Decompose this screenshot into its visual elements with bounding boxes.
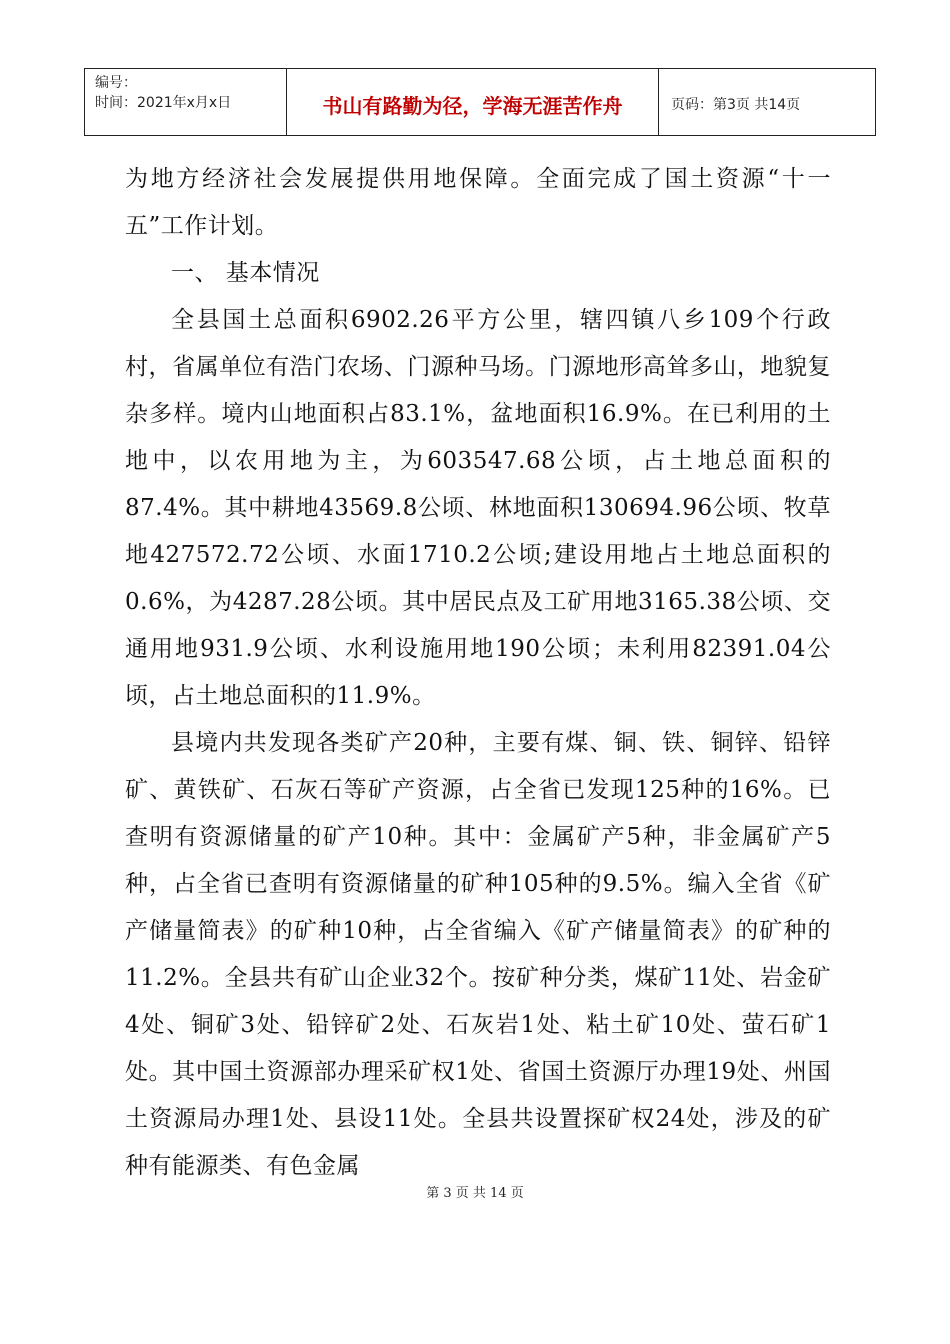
header-motto: 书山有路勤为径，学海无涯苦作舟 <box>287 69 659 135</box>
number-label: 编号： <box>95 75 137 91</box>
page-footer: 第 3 页 共 14 页 <box>426 1186 524 1201</box>
section-heading: 一、 基本情况 <box>171 260 320 286</box>
paragraph-continuation: 为地方经济社会发展提供用地保障。全面完成了国土资源“十一五”工作计划。 <box>125 166 831 239</box>
document-header <box>84 68 876 136</box>
document-body <box>125 156 831 1190</box>
paragraph-mineral-resources: 县境内共发现各类矿产20种，主要有煤、铜、铁、铜锌、铅锌矿、黄铁矿、石灰石等矿产资源，占全省已发现125种的16%。已查明有资源储量的矿产10种。其中：金属矿产5种，非金属矿产5种，占全省已查明有资源储量的矿种105种的9.5%。编入全省《矿产储量简表》的矿种10种，占全省编入《矿产储量简表》的矿种的11.2%。全县共有矿山企业32个。按矿种分类，煤矿11处、岩金矿4处、铜矿3处、铅锌矿2处、石灰岩1处、粘土矿10处、萤石矿1处。其中国土资源部办理采矿权1处、省国土资源厅办理19处、州国土资源局办理1处、县设11处。全县共设置探矿权24处，涉及的矿种有能源类、有色金属 <box>125 730 831 1179</box>
header-page-label: 页码：第3页 共14页 <box>671 97 801 113</box>
time-label: 时间：2021年x月x日 <box>95 95 232 111</box>
paragraph-land-overview: 全县国土总面积6902.26平方公里，辖四镇八乡109个行政村，省属单位有浩门农场、门源种马场。门源地形高耸多山，地貌复杂多样。境内山地面积占83.1%，盆地面积16.9%。在已利用的土地中，以农用地为主，为603547.68公顷，占土地总面积的87.4%。其中耕地43569.8公顷、林地面积130694.96公顷、牧草地427572.72公顷、水面1710.2公顷;建设用地占土地总面积的0.6%，为4287.28公顷。其中居民点及工矿用地3165.38公顷、交通用地931.9公顷、水利设施用地190公顷；未利用82391.04公顷，占土地总面积的11.9%。 <box>125 307 831 709</box>
header-meta <box>85 69 287 135</box>
